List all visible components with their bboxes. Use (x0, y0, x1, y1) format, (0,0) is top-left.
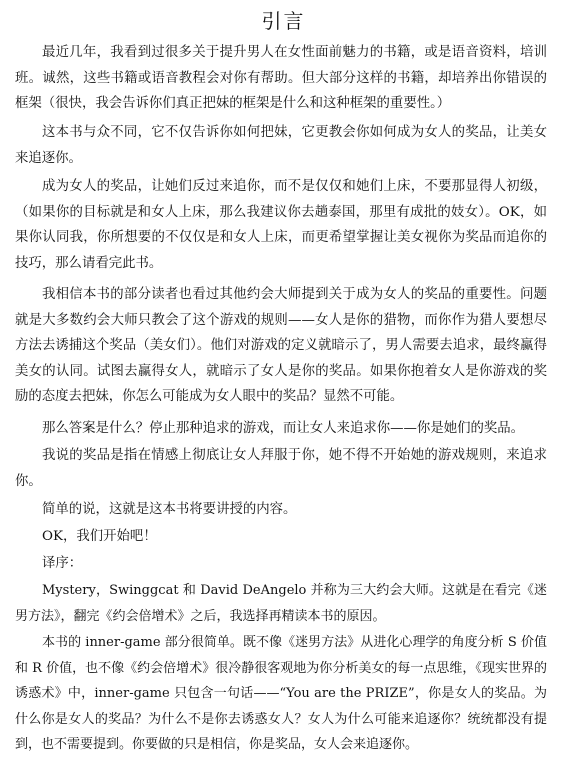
paragraph-2: 这本书与众不同，它不仅告诉你如何把妹，它更教会你如何成为女人的奖品，让美女来追逐你。 (15, 125, 547, 166)
paragraph-5: 那么答案是什么？停止那种追求的游戏，而让女人来追求你——你是她们的奖品。 (42, 421, 525, 436)
paragraph-10: 本书的 inner-game 部分很简单。既不像《迷男方法》从进化心理学的角度分析 S 价值和 R 价值，也不像《约会倍增术》很冷静很客观地为你分析美女的每一点思维，《现实世界的诱惑术》中，inner-game 只包含一句话——“You are the PRIZE”，你是女人的奖品。为什么你是女人的奖品？为什么不是你去诱惑女人？女人为什么可能来追逐你？统统都没有提到，也不需要提到。你要做的只是相信，你是奖品，女人会来追逐你。 (15, 635, 547, 753)
paragraph-7: 简单的说，这就是这本书将要讲授的内容。 (42, 502, 297, 517)
paragraph-6: 我说的奖品是指在情感上彻底让女人拜服于你，她不得不开始她的游戏规则，来追求你。 (15, 448, 547, 489)
paragraph-3: 成为女人的奖品，让她们反过来追你，而不是仅仅和她们上床，不要那显得人初级，（如果你的目标就是和女人上床，那么我建议你去趟泰国，那里有成批的妓女）。OK，如果你认同我，你所想要的不仅仅是和女人上床，而更希望掌握让美女视你为奖品而追你的技巧，那么请看完此书。 (15, 179, 547, 271)
paragraph-8: OK，我们开始吧！ (42, 529, 157, 544)
translator-preface-heading: 译序： (42, 556, 83, 571)
paragraph-4: 我相信本书的部分读者也看过其他约会大师提到关于成为女人的奖品的重要性。问题就是大多数约会大师只教会了这个游戏的规则——女人是你的猎物，而你作为猎人要想尽方法去诱捕这个奖品（美女们）。他们对游戏的定义就暗示了，男人需要去追求，最终赢得美女的认同。试图去赢得女人，就暗示了女人是你的奖品。如果你抱着女人是你游戏的奖励的态度去把妹，你怎么可能成为女人眼中的奖品？显然不可能。 (15, 287, 547, 405)
page-title: 引言 (261, 9, 306, 33)
paragraph-9: Mystery，Swinggcat 和 David DeAngelo 并称为三大约会大师。这就是在看完《迷男方法》，翻完《约会倍增术》之后，我选择再精读本书的原因。 (15, 583, 547, 624)
paragraph-1: 最近几年，我看到过很多关于提升男人在女性面前魅力的书籍，或是语音资料，培训班。诚然，这些书籍或语音教程会对你有帮助。但大部分这样的书籍，却培养出你错误的框架（很快，我会告诉你们真正把妹的框架是什么和这种框架的重要性。） (15, 45, 547, 112)
